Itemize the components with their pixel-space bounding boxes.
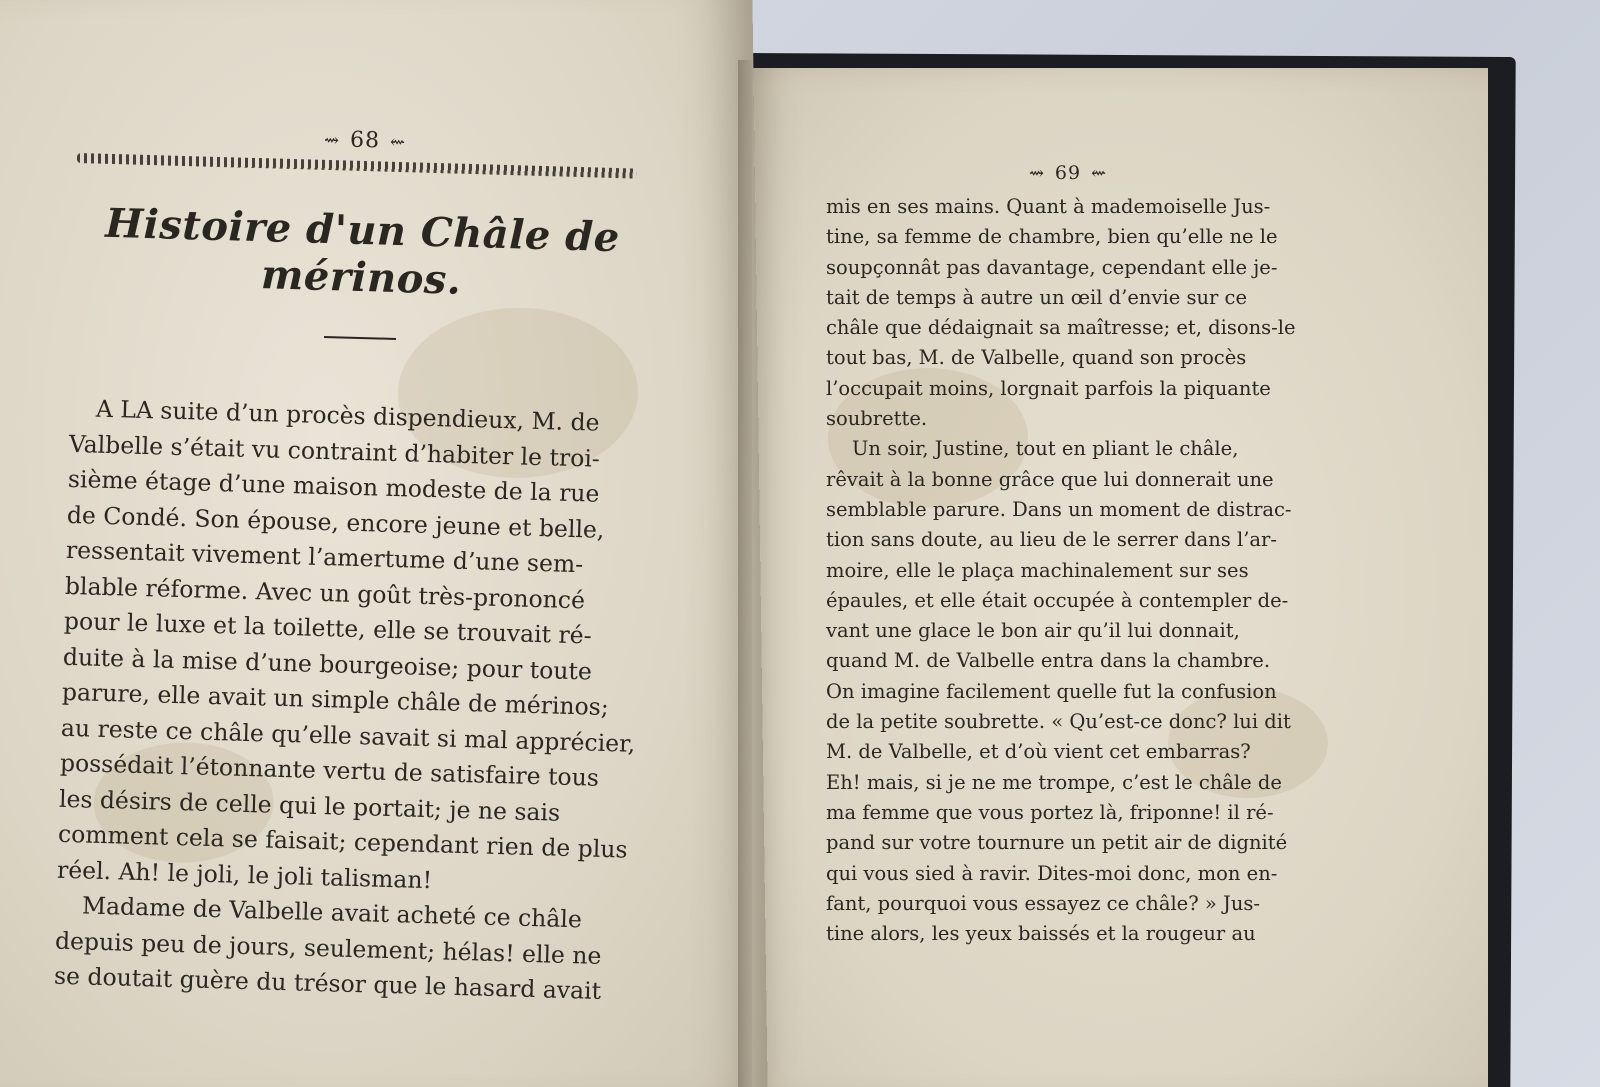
text-line: tait de temps à autre un œil d’envie sur ce: [826, 285, 1248, 309]
text-line: soupçonnât pas davantage, cependant elle je-: [826, 255, 1278, 279]
text-line: épaules, et elle était occupée à contempler de-: [826, 588, 1289, 612]
title-rule: [324, 336, 396, 340]
text-line: comment cela se faisait; cependant rien de plus: [57, 819, 628, 864]
left-ornament-icon: ⇝: [1028, 163, 1045, 184]
text-line: vant une glace le bon air qu’il lui donnait,: [826, 619, 1240, 643]
left-page-number: 68: [349, 127, 381, 154]
right-page-number-header: [826, 162, 1310, 184]
text-line: tion sans doute, au lieu de le serrer dans l’ar-: [826, 528, 1277, 552]
right-ornament-icon: ⇜: [389, 131, 407, 154]
text-line: soubrette.: [826, 407, 928, 431]
text-line: quand M. de Valbelle entra dans la chambre.: [826, 649, 1271, 673]
text-line: M. de Valbelle, et d’où vient cet embarras?: [826, 740, 1251, 764]
text-line: Eh! mais, si je ne me trompe, c’est le châle de: [826, 770, 1282, 794]
text-line: de Condé. Son épouse, encore jeune et belle,: [66, 500, 605, 544]
text-line: pand sur votre tournure un petit air de dignité: [826, 831, 1288, 855]
text-line: A LA suite d’un procès dispendieux, M. de: [95, 394, 600, 437]
left-ornament-icon: ⇝: [323, 129, 341, 152]
text-line: tine, sa femme de chambre, bien qu’elle ne le: [826, 225, 1278, 249]
text-line: tine alors, les yeux baissés et la rougeur au: [826, 922, 1256, 946]
right-page-content: [826, 162, 1310, 949]
text-line: mis en ses mains. Quant à mademoiselle Jus-: [826, 195, 1271, 218]
text-line: qui vous sied à ravir. Dites-moi donc, mon en-: [826, 861, 1278, 885]
text-line: ma femme que vous portez là, friponne! il ré-: [826, 800, 1274, 824]
chapter-title: Histoire d'un Châle de mérinos.: [104, 199, 621, 304]
book-gutter: [738, 60, 752, 1087]
left-body-text: [54, 391, 646, 1010]
right-body-text: [826, 192, 1310, 949]
text-line: rêvait à la bonne grâce que lui donnerait une: [826, 467, 1274, 491]
text-line: réel. Ah! le joli, le joli talisman!: [56, 855, 433, 894]
text-line: parure, elle avait un simple châle de mérinos;: [61, 677, 610, 722]
text-line: fant, pourquoi vous essayez ce châle? » Jus-: [826, 891, 1260, 915]
text-line: Madame de Valbelle avait acheté ce châle: [81, 891, 583, 934]
right-page-number: 69: [1054, 162, 1082, 184]
text-line: se doutait guère du trésor que le hasard avait: [53, 961, 602, 1005]
text-line: ressentait vivement l’amertume d’une sem-: [65, 535, 584, 579]
text-line: Un soir, Justine, tout en pliant le châle,: [852, 437, 1239, 461]
text-line: pour le luxe et la toilette, elle se trouvait ré-: [63, 606, 593, 650]
text-line: depuis peu de jours, seulement; hélas! elle ne: [54, 926, 602, 970]
text-line: duite à la mise d’une bourgeoise; pour toute: [62, 642, 593, 686]
text-line: les désirs de celle qui le portait; je ne sais: [58, 784, 561, 827]
text-line: châle que dédaignait sa maîtresse; et, disons-le: [826, 316, 1296, 340]
right-ornament-icon: ⇜: [1091, 163, 1108, 184]
text-line: tout bas, M. de Valbelle, quand son procès: [826, 346, 1247, 370]
text-line: possédait l’étonnante vertu de satisfaire tous: [59, 748, 600, 792]
text-line: sième étage d’une maison modeste de la rue: [67, 464, 600, 508]
text-line: On imagine facilement quelle fut la confusion: [826, 679, 1277, 703]
text-line: l’occupait moins, lorgnait parfois la piquante: [826, 376, 1271, 400]
text-line: Valbelle s’était vu contraint d’habiter le troi-: [68, 429, 601, 473]
left-page-content: [54, 120, 653, 1010]
text-line: blable réforme. Avec un goût très-prononcé: [64, 571, 586, 614]
text-line: semblable parure. Dans un moment de distrac-: [826, 497, 1292, 521]
text-line: au reste ce châle qu’elle savait si mal apprécier,: [60, 713, 636, 758]
text-line: de la petite soubrette. « Qu’est-ce donc? lui dit: [826, 710, 1291, 734]
text-line: moire, elle le plaça machinalement sur ses: [826, 558, 1249, 582]
